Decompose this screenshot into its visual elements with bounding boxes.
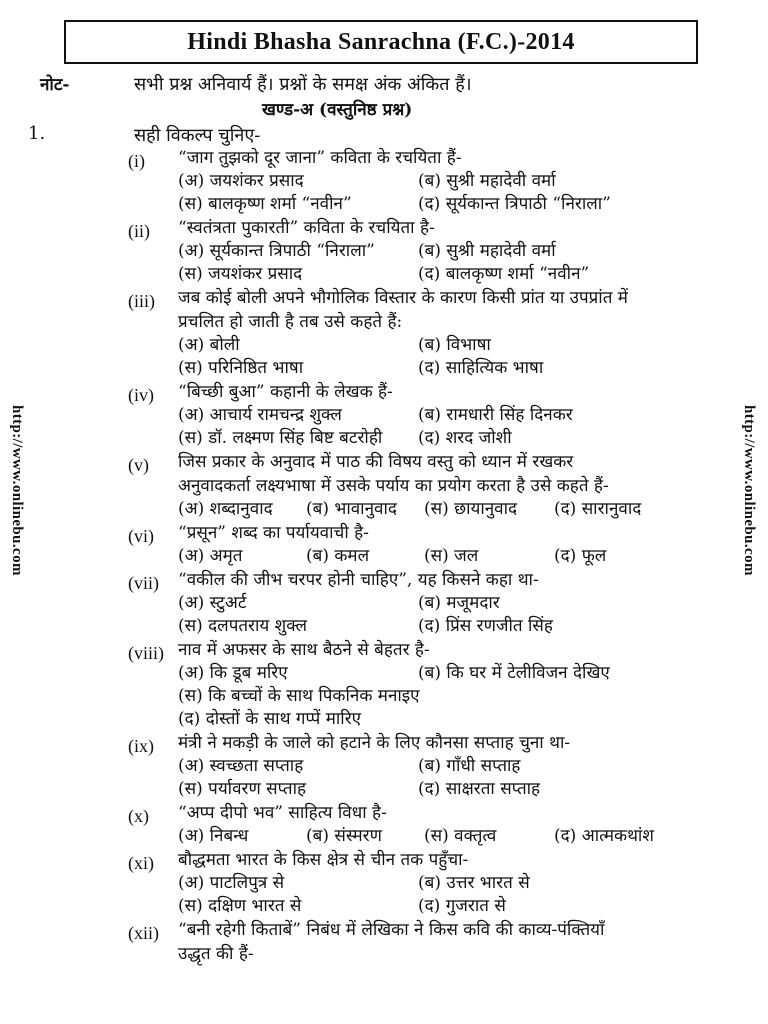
answer-option: (ब) गाँधी सप्ताह (418, 756, 521, 776)
answer-option: (द) बालकृष्ण शर्मा “नवीन” (418, 264, 590, 284)
question-number: 1. (28, 123, 46, 144)
sub-question-text: “अप्प दीपो भव” साहित्य विधा है- (178, 803, 387, 823)
sub-question-number: (vi) (128, 526, 154, 546)
sub-question (128, 450, 728, 521)
answer-option: (स) दक्षिण भारत से (178, 896, 302, 916)
note-text: सभी प्रश्न अनिवार्य हैं। प्रश्नों के समक्ष अंक अंकित हैं। (134, 74, 472, 95)
sub-question-number: (xi) (128, 853, 154, 873)
side-watermark-left: http://www.onlinebu.com (9, 405, 25, 576)
answer-option: (स) परिनिष्ठित भाषा (178, 358, 304, 378)
answer-option: (ब) मजूमदार (418, 593, 500, 613)
question-list (128, 146, 728, 966)
answer-option: (अ) शब्दानुवाद (178, 499, 273, 519)
answer-option: (द) प्रिंस रणजीत सिंह (418, 616, 553, 636)
sub-question (128, 731, 728, 801)
sub-question-text: “बनी रहेगी किताबें” निबंध में लेखिका ने किस कवि की काव्य-पंक्तियाँ (178, 920, 605, 940)
sub-question-text: नाव में अफसर के साथ बैठने से बेहतर है- (178, 640, 430, 660)
answer-option: (ब) भावानुवाद (306, 499, 397, 519)
answer-option: (द) शरद जोशी (418, 428, 512, 448)
answer-option: (अ) बोली (178, 335, 240, 355)
answer-option: (अ) अमृत (178, 546, 243, 566)
sub-question (128, 848, 728, 918)
sub-question (128, 801, 728, 848)
answer-option: (स) जल (424, 546, 479, 566)
answer-option: (अ) जयशंकर प्रसाद (178, 171, 304, 191)
answer-option: (अ) स्वच्छता सप्ताह (178, 756, 304, 776)
section-heading: खण्ड-अ (वस्तुनिष्ठ प्रश्न) (262, 100, 413, 120)
sub-question (128, 638, 728, 731)
sub-question-text: अनुवादकर्ता लक्ष्यभाषा में उसके पर्याय का प्रयोग करता है उसे कहते हैं- (178, 476, 609, 496)
answer-option: (स) पर्यावरण सप्ताह (178, 779, 307, 799)
sub-question-text: “वकील की जीभ चरपर होनी चाहिए”, यह किसने कहा था- (178, 570, 539, 590)
answer-option: (द) फूल (554, 546, 607, 566)
page-title: Hindi Bhasha Sanrachna (F.C.)-2014 (187, 28, 575, 55)
answer-option: (ब) सुश्री महादेवी वर्मा (418, 241, 556, 261)
answer-option: (द) साहित्यिक भाषा (418, 358, 544, 378)
sub-question-text: मंत्री ने मकड़ी के जाले को हटाने के लिए कौनसा सप्ताह चुना था- (178, 733, 571, 753)
sub-question-number: (ix) (128, 736, 154, 756)
sub-question-text: “बिच्छी बुआ” कहानी के लेखक हैं- (178, 382, 393, 402)
answer-option: (स) वक्तृत्व (424, 826, 497, 846)
answer-option: (ब) संस्मरण (306, 826, 382, 846)
sub-question-text: “स्वतंत्रता पुकारती” कविता के रचयिता है- (178, 218, 435, 238)
answer-option: (द) सूर्यकान्त त्रिपाठी “निराला” (418, 194, 611, 214)
sub-question (128, 216, 728, 286)
sub-question-number: (xii) (128, 923, 159, 943)
sub-question (128, 286, 728, 380)
note-label: नोट- (40, 75, 70, 95)
answer-option: (ब) विभाषा (418, 335, 491, 355)
sub-question-text: जब कोई बोली अपने भौगोलिक विस्तार के कारण किसी प्रांत या उपप्रांत में (178, 288, 628, 308)
answer-option: (अ) आचार्य रामचन्द्र शुक्ल (178, 405, 342, 425)
sub-question-text: बौद्धमता भारत के किस क्षेत्र से चीन तक पहुँचा- (178, 850, 469, 870)
answer-option: (स) बालकृष्ण शर्मा “नवीन” (178, 194, 352, 214)
answer-option: (द) दोस्तों के साथ गप्पें मारिए (178, 709, 362, 729)
question-instruction: सही विकल्प चुनिए- (134, 125, 261, 146)
side-watermark-right: http://www.onlinebu.com (741, 405, 757, 576)
sub-question (128, 146, 728, 216)
answer-option: (अ) निबन्ध (178, 826, 249, 846)
answer-option: (स) छायानुवाद (424, 499, 518, 519)
answer-option: (अ) कि डूब मरिए (178, 663, 288, 683)
answer-option: (ब) उत्तर भारत से (418, 873, 530, 893)
answer-option: (ब) कमल (306, 546, 370, 566)
answer-option: (अ) स्टुअर्ट (178, 593, 247, 613)
sub-question-text: “जाग तुझको दूर जाना” कविता के रचयिता हैं- (178, 148, 462, 168)
answer-option: (द) आत्मकथांश (554, 826, 654, 846)
answer-option: (स) जयशंकर प्रसाद (178, 264, 303, 284)
answer-option: (स) कि बच्चों के साथ पिकनिक मनाइए (178, 686, 420, 706)
answer-option: (स) डॉ. लक्ष्मण सिंह बिष्ट बटरोही (178, 428, 383, 448)
sub-question-text: प्रचलित हो जाती है तब उसे कहते हैं: (178, 312, 403, 332)
answer-option: (ब) कि घर में टेलीविजन देखिए (418, 663, 610, 683)
sub-question-number: (v) (128, 455, 149, 475)
sub-question-number: (vii) (128, 573, 159, 593)
sub-question-number: (iv) (128, 385, 154, 405)
answer-option: (द) गुजरात से (418, 896, 506, 916)
sub-question-number: (ii) (128, 221, 150, 241)
answer-option: (स) दलपतराय शुक्ल (178, 616, 308, 636)
sub-question (128, 568, 728, 638)
sub-question-text: जिस प्रकार के अनुवाद में पाठ की विषय वस्तु को ध्यान में रखकर (178, 452, 574, 472)
answer-option: (द) सारानुवाद (554, 499, 642, 519)
sub-question (128, 918, 728, 966)
answer-option: (ब) रामधारी सिंह दिनकर (418, 405, 573, 425)
title-box (64, 20, 698, 64)
sub-question-text: “प्रसून” शब्द का पर्यायवाची है- (178, 523, 369, 543)
sub-question (128, 521, 728, 568)
sub-question-text: उद्धृत की हैं- (178, 944, 254, 964)
sub-question-number: (i) (128, 151, 145, 171)
sub-question (128, 380, 728, 450)
answer-option: (ब) सुश्री महादेवी वर्मा (418, 171, 556, 191)
answer-option: (द) साक्षरता सप्ताह (418, 779, 541, 799)
answer-option: (अ) पाटलिपुत्र से (178, 873, 285, 893)
sub-question-number: (iii) (128, 291, 155, 311)
answer-option: (अ) सूर्यकान्त त्रिपाठी “निराला” (178, 241, 375, 261)
sub-question-number: (x) (128, 806, 149, 826)
sub-question-number: (viii) (128, 643, 164, 663)
